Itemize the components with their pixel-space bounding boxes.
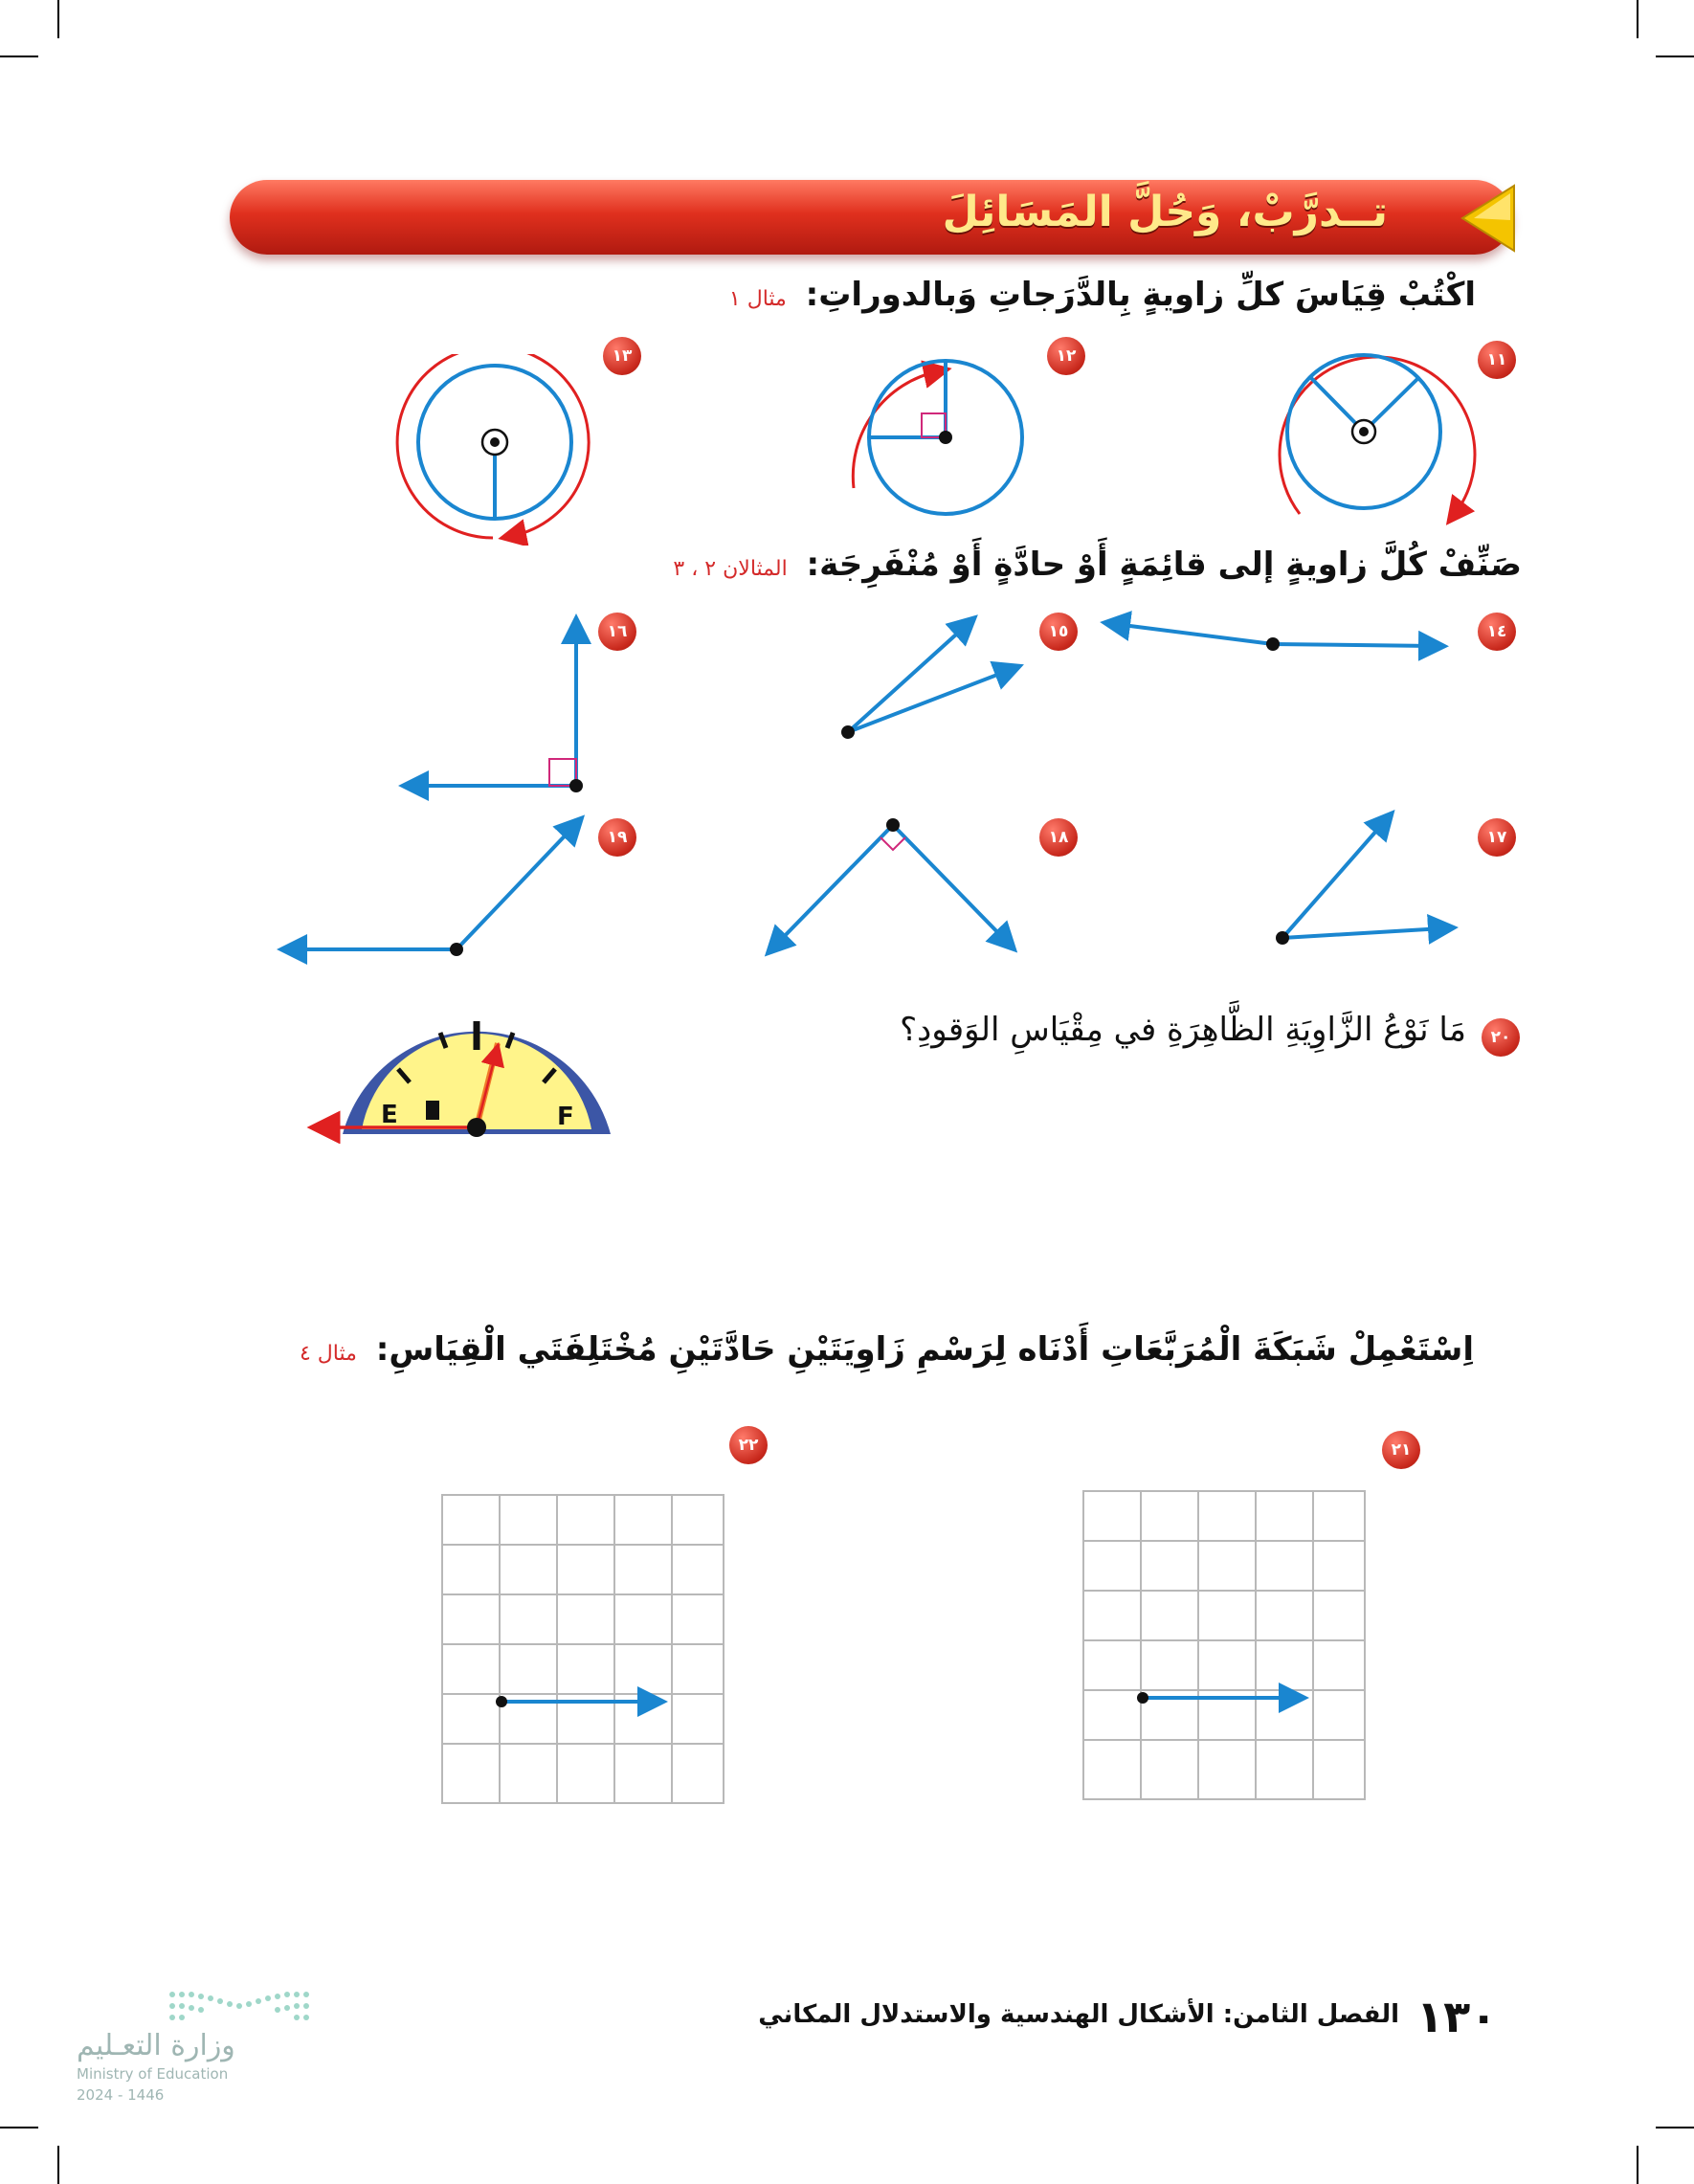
fuel-gauge-icon bbox=[306, 991, 622, 1144]
chapter-footer bbox=[758, 2000, 1399, 2029]
problem-number-15: ١٥ bbox=[1039, 613, 1078, 651]
crop-mark bbox=[1637, 2146, 1638, 2184]
crop-mark bbox=[1656, 2127, 1694, 2128]
problem-number-18: ١٨ bbox=[1039, 818, 1078, 857]
example-ref: المثالان ٢ ، ٣ bbox=[673, 557, 788, 581]
problem-number-14: ١٤ bbox=[1478, 613, 1516, 651]
crop-mark bbox=[0, 2127, 38, 2128]
problem-number-12: ١٢ bbox=[1047, 337, 1085, 375]
ministry-name-ar: وزارة التعـليم bbox=[77, 2029, 235, 2062]
problem-number-21: ٢١ bbox=[1382, 1431, 1420, 1469]
angle-figures-row-2 bbox=[0, 0, 1694, 1005]
instruction-draw-angles bbox=[300, 1330, 1474, 1369]
ministry-logo-icon bbox=[163, 1987, 316, 2025]
crop-mark bbox=[57, 2146, 59, 2184]
grid-22 bbox=[440, 1493, 727, 1809]
page-number: ١٣٠ bbox=[1416, 1991, 1498, 2042]
ministry-name-en: Ministry of Education bbox=[77, 2065, 229, 2083]
problem-number-19: ١٩ bbox=[598, 818, 636, 857]
problem-number-13: ١٣ bbox=[603, 337, 641, 375]
figure-14-angle bbox=[1115, 624, 1434, 651]
problem-number-11: ١١ bbox=[1478, 341, 1516, 379]
gauge-full-label: F bbox=[557, 1103, 574, 1131]
banner-title: تــدرَّبْ، وَحُلَّ المَسَائِلَ bbox=[942, 188, 1388, 236]
gauge-empty-label: E bbox=[381, 1101, 398, 1129]
chapter-label: الفصل الثامن: bbox=[1222, 2000, 1399, 2029]
figure-17-angle bbox=[1276, 821, 1443, 945]
instruction-text: اِسْتَعْمِلْ شَبَكَةَ الْمُرَبَّعَاتِ أَدْنَاه لِرَسْمِ زَاوِيَتَيْنِ حَادَّتَيْنِ مُخْتَلِفَتَي الْقِيَاسِ: bbox=[375, 1330, 1474, 1369]
problem-number-20: ٢٠ bbox=[1482, 1018, 1520, 1057]
figure-15-angle bbox=[841, 625, 1010, 739]
ministry-year: 2024 - 1446 bbox=[77, 2086, 165, 2104]
problem-number-22: ٢٢ bbox=[729, 1426, 768, 1464]
figure-18-angle bbox=[775, 818, 1007, 946]
grid-21 bbox=[1081, 1489, 1369, 1805]
problem-number-17: ١٧ bbox=[1478, 818, 1516, 857]
instruction-text: صَنِّفْ كُلَّ زاويةٍ إلى قائِمَةٍ أَوْ حادَّةٍ أَوْ مُنْفَرِجَة: bbox=[806, 546, 1522, 584]
question-20: مَا نَوْعُ الزَّاوِيَةِ الظَّاهِرَةِ في مِقْيَاسِ الوَقودِ؟ bbox=[900, 1011, 1466, 1049]
problem-number-16: ١٦ bbox=[598, 613, 636, 651]
figure-16-angle bbox=[413, 629, 583, 792]
chapter-title: الأشكال الهندسية والاستدلال المكاني bbox=[758, 2000, 1215, 2029]
instruction-text: اكْتُبْ قِيَاسَ كلِّ زاويةٍ بِالدَّرَجاتِ وَبالدوراتِ: bbox=[805, 276, 1476, 314]
figure-19-angle bbox=[292, 826, 574, 956]
example-ref: مثال ١ bbox=[728, 287, 787, 311]
example-ref: مثال ٤ bbox=[299, 1342, 357, 1366]
